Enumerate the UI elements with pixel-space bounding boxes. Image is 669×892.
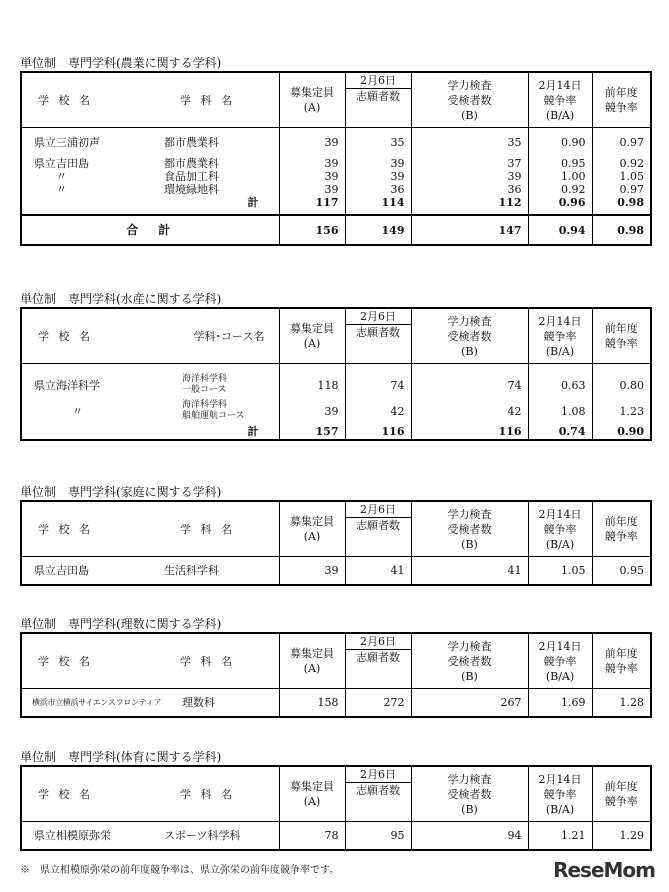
school-name: 〃 xyxy=(72,404,83,418)
applicants-value: 41 xyxy=(345,557,411,585)
header-capacity: 募集定員 (A) xyxy=(279,72,345,128)
header-rate: 2月14日 競争率 (B/A) xyxy=(528,501,592,557)
resemom-logo: ReseMom xyxy=(553,858,655,882)
rate-value: 1.00 xyxy=(528,170,592,183)
dept-name: 都市農業科 xyxy=(164,157,219,170)
table-row xyxy=(21,689,651,717)
applicants-value: 39 xyxy=(345,157,411,170)
applicants-value: 95 xyxy=(345,822,411,850)
prev-rate-value: 1.29 xyxy=(592,822,651,850)
examinees-value: 39 xyxy=(411,170,528,183)
header-capacity: 募集定員 (A) xyxy=(279,766,345,822)
header-prev-rate: 前年度 競争率 xyxy=(592,501,651,557)
examinees-value: 94 xyxy=(411,822,528,850)
capacity-value: 117 xyxy=(279,196,345,209)
prev-rate-value: 1.05 xyxy=(592,170,651,183)
applicants-value: 272 xyxy=(345,689,411,717)
subtotal-label: 計 xyxy=(247,425,259,438)
section-physical-education xyxy=(20,750,650,851)
table-row xyxy=(21,136,651,149)
section-title: 単位制 専門学科(農業に関する学科) xyxy=(20,56,222,70)
header-rate: 2月14日 競争率 (B/A) xyxy=(528,633,592,689)
capacity-value: 39 xyxy=(279,398,345,424)
header-dept: 学 科 名 xyxy=(180,787,235,801)
school-name: 〃 xyxy=(56,183,67,196)
header-rate: 2月14日 競争率 (B/A) xyxy=(528,308,592,364)
applicants-value: 74 xyxy=(345,372,411,398)
rate-value: 1.21 xyxy=(528,822,592,850)
capacity-value: 157 xyxy=(279,424,345,440)
table-row xyxy=(21,157,651,170)
header-dept: 学 科 名 xyxy=(180,522,235,536)
rate-value: 1.08 xyxy=(528,398,592,424)
applicants-value: 39 xyxy=(345,170,411,183)
examinees-value: 37 xyxy=(411,157,528,170)
table-physical-education xyxy=(20,765,652,851)
header-capacity: 募集定員 (A) xyxy=(279,308,345,364)
header-school: 学 校 名 xyxy=(38,522,93,536)
examinees-value: 42 xyxy=(411,398,528,424)
header-dept: 学 科 名 xyxy=(180,93,235,107)
section-science-math xyxy=(20,617,650,718)
applicants-value: 149 xyxy=(345,215,411,245)
dept-name: 生活科学科 xyxy=(164,557,279,585)
examinees-value: 112 xyxy=(411,196,528,209)
rate-value: 0.95 xyxy=(528,157,592,170)
prev-rate-value: 0.92 xyxy=(592,157,651,170)
capacity-value: 78 xyxy=(279,822,345,850)
examinees-value: 267 xyxy=(411,689,528,717)
subtotal-row xyxy=(21,424,651,440)
applicants-value: 42 xyxy=(345,398,411,424)
header-examinees: 学力検査 受検者数 (B) xyxy=(411,766,528,822)
rate-value: 0.74 xyxy=(528,424,592,440)
section-agriculture xyxy=(20,56,650,246)
table-header xyxy=(21,766,651,822)
table-header xyxy=(21,501,651,557)
header-school: 学 校 名 xyxy=(38,787,93,801)
table-row xyxy=(21,557,651,585)
rate-value: 1.05 xyxy=(528,557,592,585)
dept-name: 食品加工科 xyxy=(164,170,219,183)
school-name: 県立吉田島 xyxy=(34,157,89,170)
header-prev-rate: 前年度 競争率 xyxy=(592,308,651,364)
table-row xyxy=(21,372,651,398)
capacity-value: 118 xyxy=(279,372,345,398)
examinees-value: 116 xyxy=(411,424,528,440)
school-name: 県立吉田島 xyxy=(21,557,164,585)
header-school: 学 校 名 xyxy=(38,93,93,107)
subtotal-label: 計 xyxy=(247,196,259,209)
header-rate: 2月14日 競争率 (B/A) xyxy=(528,766,592,822)
school-name: 県立相模原弥栄 xyxy=(21,822,164,850)
dept-name: 海洋科学科 船舶運航コース xyxy=(182,400,245,421)
applicants-value: 36 xyxy=(345,183,411,196)
capacity-value: 39 xyxy=(279,557,345,585)
prev-rate-value: 1.28 xyxy=(592,689,651,717)
section-title: 単位制 専門学科(家庭に関する学科) xyxy=(20,485,222,499)
table-fisheries xyxy=(20,307,652,441)
header-examinees: 学力検査 受検者数 (B) xyxy=(411,633,528,689)
table-header xyxy=(21,308,651,364)
school-name: 県立海洋科学 xyxy=(34,378,100,392)
prev-rate-value: 0.97 xyxy=(592,183,651,196)
header-examinees: 学力検査 受検者数 (B) xyxy=(411,501,528,557)
table-row xyxy=(21,170,651,183)
prev-rate-value: 0.80 xyxy=(592,372,651,398)
prev-rate-value: 0.98 xyxy=(592,215,651,245)
capacity-value: 39 xyxy=(279,136,345,149)
rate-value: 1.69 xyxy=(528,689,592,717)
header-applicants: 2月6日 志願者数 xyxy=(345,308,411,364)
examinees-value: 36 xyxy=(411,183,528,196)
school-name: 県立三浦初声 xyxy=(34,136,100,149)
header-dept-course: 学科･コース名 xyxy=(193,329,265,343)
header-rate: 2月14日 競争率 (B/A) xyxy=(528,72,592,128)
table-row xyxy=(21,183,651,196)
capacity-value: 158 xyxy=(279,689,345,717)
header-school: 学 校 名 xyxy=(38,329,93,343)
applicants-value: 116 xyxy=(345,424,411,440)
rate-value: 0.94 xyxy=(528,215,592,245)
section-fisheries xyxy=(20,292,650,441)
rate-value: 0.92 xyxy=(528,183,592,196)
header-examinees: 学力検査 受検者数 (B) xyxy=(411,72,528,128)
total-row xyxy=(21,215,651,245)
header-applicants: 2月6日 志願者数 xyxy=(345,501,411,557)
table-agriculture xyxy=(20,71,652,246)
capacity-value: 39 xyxy=(279,157,345,170)
header-applicants: 2月6日 志願者数 xyxy=(345,766,411,822)
section-title: 単位制 専門学科(体育に関する学科) xyxy=(20,750,222,764)
rate-value: 0.96 xyxy=(528,196,592,209)
rate-value: 0.90 xyxy=(528,136,592,149)
total-label: 合 計 xyxy=(126,222,175,237)
header-prev-rate: 前年度 競争率 xyxy=(592,633,651,689)
dept-name: 都市農業科 xyxy=(164,136,219,149)
prev-rate-value: 0.90 xyxy=(592,424,651,440)
dept-name: 理数科 xyxy=(164,689,279,717)
examinees-value: 41 xyxy=(411,557,528,585)
rate-value: 0.63 xyxy=(528,372,592,398)
examinees-value: 35 xyxy=(411,136,528,149)
dept-name: 海洋科学科 一般コース xyxy=(182,374,228,395)
table-row xyxy=(21,822,651,850)
dept-name: スポーツ科学科 xyxy=(164,822,279,850)
capacity-value: 39 xyxy=(279,183,345,196)
prev-rate-value: 0.95 xyxy=(592,557,651,585)
section-title: 単位制 専門学科(水産に関する学科) xyxy=(20,292,222,306)
applicants-value: 114 xyxy=(345,196,411,209)
dept-name: 環境緑地科 xyxy=(164,183,219,196)
table-header xyxy=(21,72,651,128)
section-home-economics xyxy=(20,485,650,586)
header-prev-rate: 前年度 競争率 xyxy=(592,766,651,822)
capacity-value: 39 xyxy=(279,170,345,183)
subtotal-row xyxy=(21,196,651,209)
prev-rate-value: 0.98 xyxy=(592,196,651,209)
section-title: 単位制 専門学科(理数に関する学科) xyxy=(20,617,222,631)
header-prev-rate: 前年度 競争率 xyxy=(592,72,651,128)
examinees-value: 74 xyxy=(411,372,528,398)
prev-rate-value: 0.97 xyxy=(592,136,651,149)
header-applicants: 2月6日 志願者数 xyxy=(345,72,411,128)
header-school: 学 校 名 xyxy=(38,654,93,668)
header-capacity: 募集定員 (A) xyxy=(279,633,345,689)
prev-rate-value: 1.23 xyxy=(592,398,651,424)
table-header xyxy=(21,633,651,689)
school-name: 横浜市立横浜サイエンスフロンティア xyxy=(21,689,164,717)
header-dept: 学 科 名 xyxy=(180,654,235,668)
table-row xyxy=(21,398,651,424)
applicants-value: 35 xyxy=(345,136,411,149)
header-capacity: 募集定員 (A) xyxy=(279,501,345,557)
capacity-value: 156 xyxy=(279,215,345,245)
table-home-economics xyxy=(20,500,652,586)
header-applicants: 2月6日 志願者数 xyxy=(345,633,411,689)
examinees-value: 147 xyxy=(411,215,528,245)
header-examinees: 学力検査 受検者数 (B) xyxy=(411,308,528,364)
footnote: ※ 県立相模原弥栄の前年度競争率は、県立弥栄の前年度競争率です。 xyxy=(20,865,340,876)
table-science-math xyxy=(20,632,652,718)
school-name: 〃 xyxy=(56,170,67,183)
